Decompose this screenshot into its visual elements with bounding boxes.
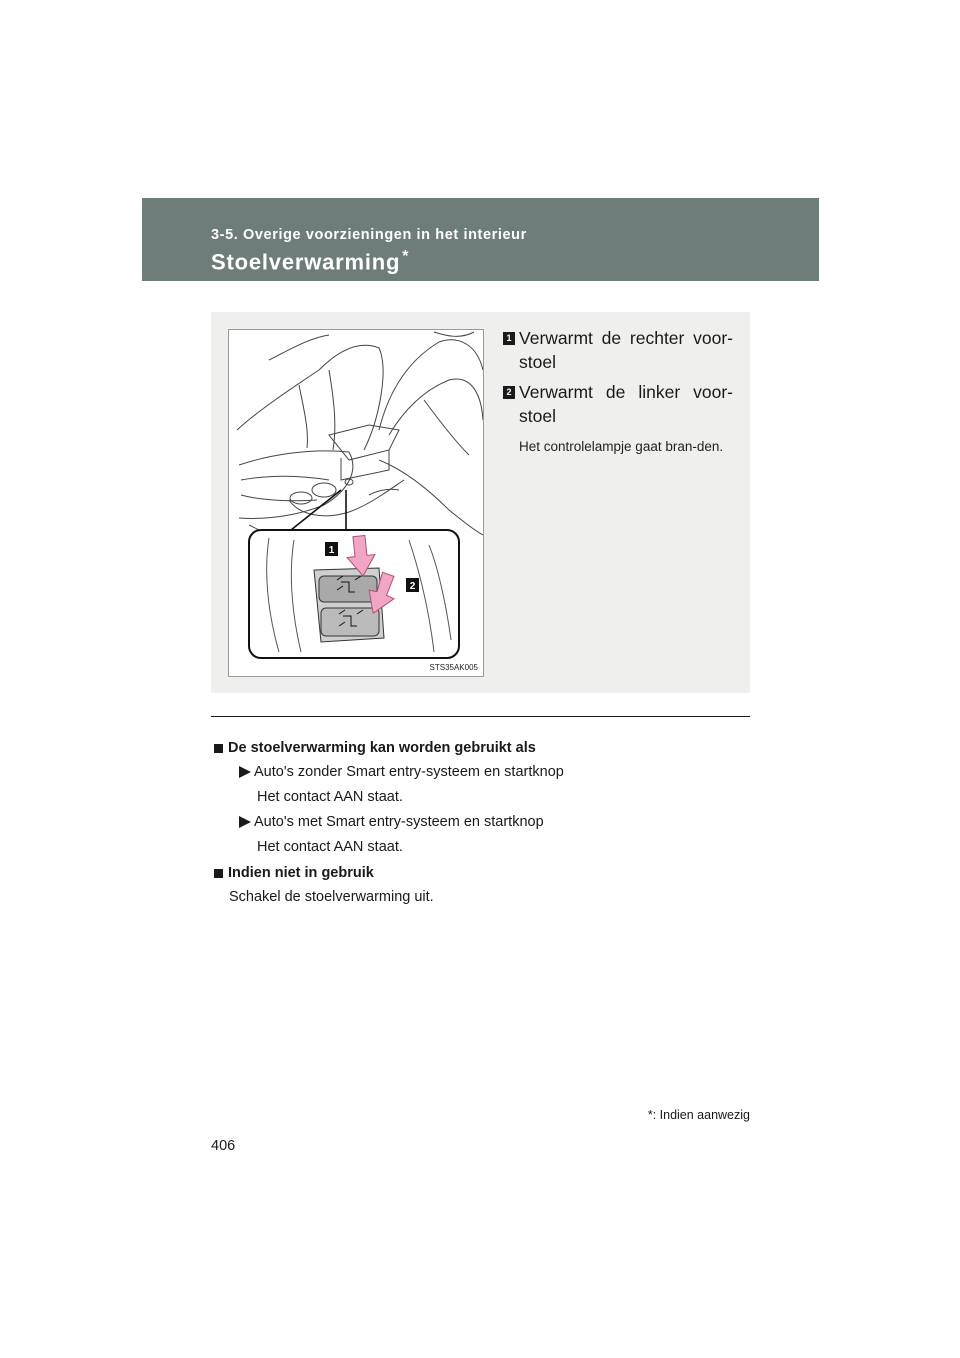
- callout-2: 2: [409, 581, 416, 592]
- figure-panel: [211, 312, 750, 693]
- indicator-note: Het controlelampje gaat bran-den.: [519, 439, 724, 454]
- page-number: 406: [211, 1138, 236, 1154]
- note-case-label: Auto's met Smart entry-systeem en startknop: [254, 813, 544, 830]
- page-title-text: Stoelverwarming: [211, 249, 401, 275]
- note-heading-not-in-use: [211, 862, 750, 884]
- square-bullet-icon: [214, 869, 223, 878]
- footnote-text: : Indien aanwezig: [652, 1108, 750, 1122]
- legend-item: [501, 380, 733, 428]
- footnote-asterisk: *: [647, 1108, 653, 1122]
- note-heading-text: De stoelverwarming kan worden gebruikt als: [228, 740, 536, 756]
- legend-number-2: 2: [503, 386, 515, 399]
- figure-legend: [501, 326, 733, 456]
- note-case-label: Auto's zonder Smart entry-systeem en startknop: [254, 763, 564, 780]
- title-asterisk: *: [402, 248, 410, 265]
- legend-item: [501, 326, 733, 374]
- legend-number-1: 1: [503, 332, 515, 345]
- note-heading-usage: [211, 737, 750, 759]
- note-case: [211, 759, 750, 784]
- section-header: [142, 198, 819, 281]
- note-case-detail: Het contact AAN staat.: [257, 838, 403, 855]
- section-label: 3-5. Overige voorzieningen in het interieur: [211, 227, 527, 243]
- note-case-detail: Het contact AAN staat.: [257, 788, 403, 805]
- square-bullet-icon: [214, 744, 223, 753]
- triangle-bullet-icon: [239, 816, 251, 828]
- footnote: [648, 1108, 750, 1122]
- callout-1: 1: [328, 545, 335, 556]
- seat-heater-illustration: [228, 329, 484, 677]
- section-divider: [211, 716, 750, 717]
- note-text: Schakel de stoelverwarming uit.: [229, 888, 434, 905]
- figure-code: STS35AK005: [429, 663, 478, 672]
- note-case: [211, 809, 750, 834]
- notes-section: [211, 734, 750, 909]
- triangle-bullet-icon: [239, 766, 251, 778]
- legend-text-1: Verwarmt de rechter voor-stoel: [519, 328, 733, 372]
- note-heading-text: Indien niet in gebruik: [228, 865, 374, 881]
- legend-text-2: Verwarmt de linker voor-stoel: [519, 382, 733, 426]
- page-title: [211, 248, 409, 275]
- seat-heater-drawing: [229, 330, 484, 677]
